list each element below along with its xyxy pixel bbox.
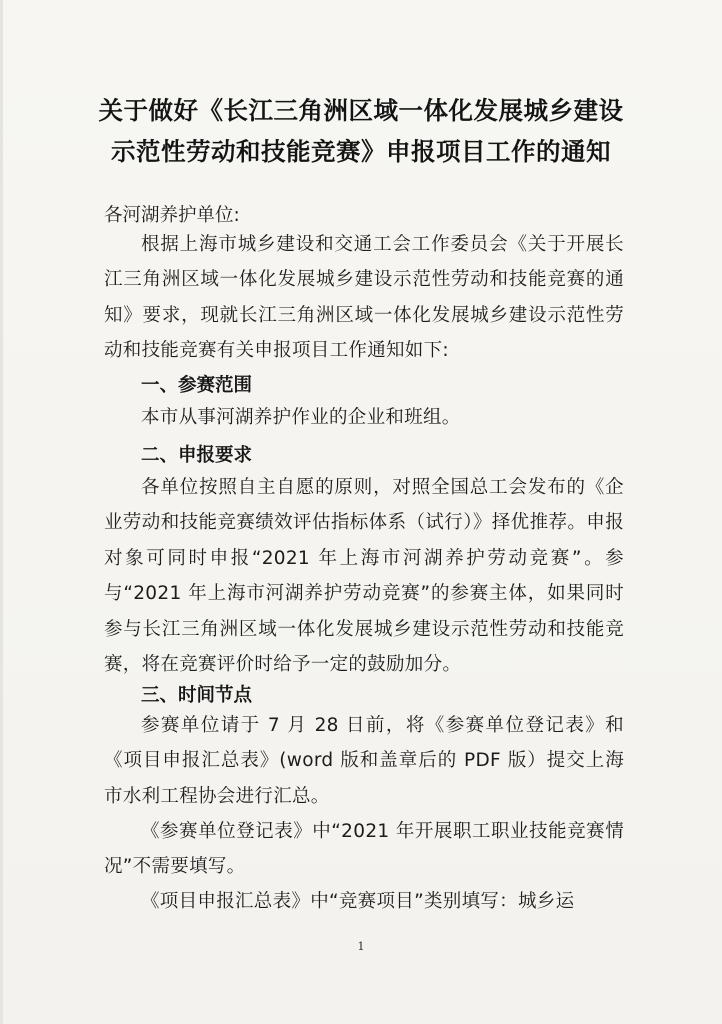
page-number: 1: [357, 940, 365, 953]
section-timeline-text-2: 《参赛单位登记表》中“2021 年开展职工职业技能竞赛情况”不需要填写。: [104, 821, 624, 878]
document-title-line-2: 示范性劳动和技能竞赛》申报项目工作的通知: [111, 137, 611, 166]
intro-paragraph: 根据上海市城乡建设和交通工会工作委员会《关于开展长江三角洲区域一体化发展城乡建设示范性劳动和技能竞赛的通知》要求，现就长江三角洲区域一体化发展城乡建设示范性劳动和技能竞赛有关申报项目工作通知如下:: [104, 234, 624, 362]
salutation: 各河湖养护单位:: [104, 205, 240, 226]
section-requirements-text: 各单位按照自主自愿的原则，对照全国总工会发布的《企业劳动和技能竞赛绩效评估指标体系（试行）》择优推荐。申报对象可同时申报“2021 年上海市河湖养护劳动竞赛”。参与“2021 年上海市河湖养护劳动竞赛”的参赛主体，如果同时参与长江三角洲区域一体化发展城乡建设示范性劳动和技能竞赛，将在竞赛评价时给予一定的鼓励加分。: [104, 477, 624, 676]
document-title-line-1: 关于做好《长江三角洲区域一体化发展城乡建设: [98, 96, 624, 125]
section-timeline-text-1: 参赛单位请于 7 月 28 日前，将《参赛单位登记表》和《项目申报汇总表》(word 版和盖章后的 PDF 版）提交上海市水利工程协会进行汇总。: [104, 715, 624, 807]
section-timeline-text-3: 《项目申报汇总表》中“竞赛项目”类别填写：城乡运: [141, 891, 575, 912]
section-heading-scope: 一、参赛范围: [141, 375, 253, 396]
section-heading-requirements: 二、申报要求: [141, 445, 253, 466]
section-scope-text: 本市从事河湖养护作业的企业和班组。: [141, 407, 461, 428]
section-heading-timeline: 三、时间节点: [141, 685, 253, 706]
